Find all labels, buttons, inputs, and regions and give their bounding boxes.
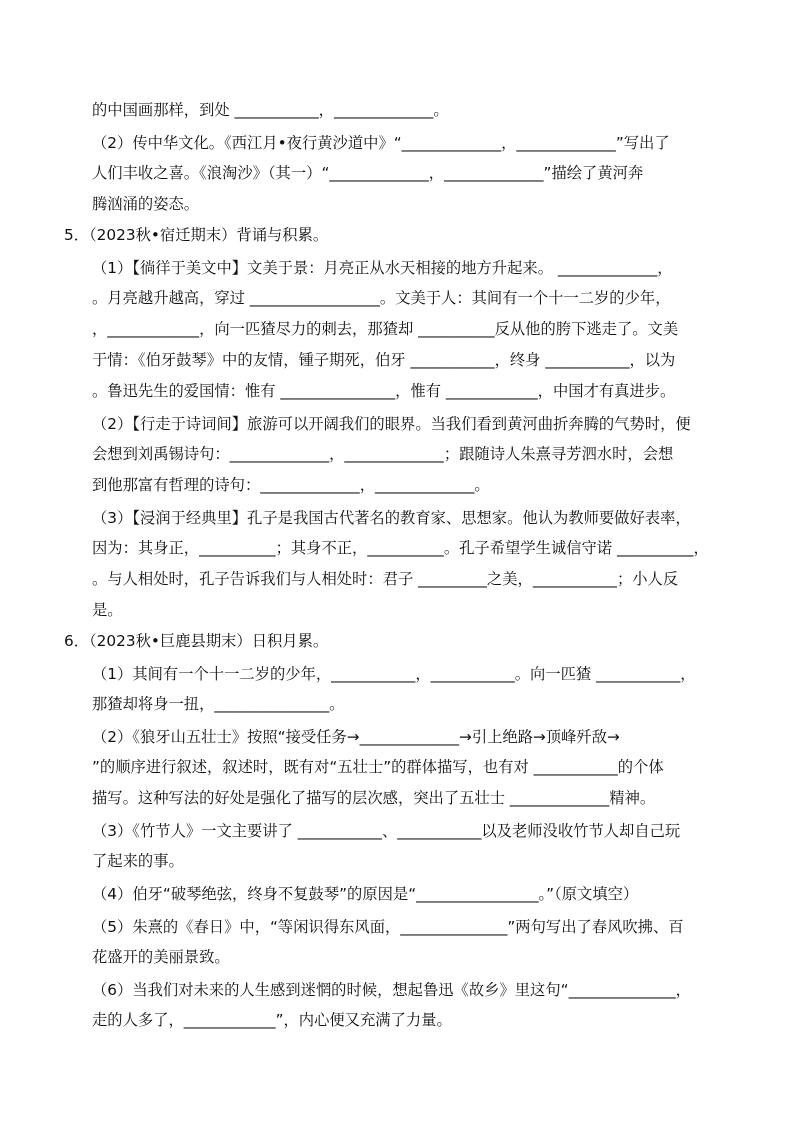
question-5-part-3-line-1: （3）【浸润于经典里】孔子是我国古代著名的教育家、思想家。他认为教师要做好表率， [92, 509, 691, 527]
question-5-heading: 5．（2023秋•宿迁期末）背诵与积累。 [64, 226, 329, 244]
question-5-part-2-line-2: 会想到刘禹锡诗句：_____________，_____________；跟随诗人朱熹寻芳泗水时，会想 [92, 445, 674, 463]
question-4-part-2-line-2: 人们丰收之喜。《浪淘沙》（其一）“_____________，_____________”描绘了黄河奔 [92, 164, 644, 182]
question-6-part-3-line-1: （3）《竹节人》一文主要讲了 ___________、___________以及老师没收竹节人却自己玩 [92, 822, 681, 840]
question-6-part-4: （4）伯牙“破琴绝弦，终身不复鼓琴”的原因是“________________。”（原文填空） [92, 885, 639, 903]
question-5-part-1-line-1: （1）【徜徉于美文中】文美于景：月亮正从水天相接的地方升起来。 _____________， [92, 259, 673, 277]
question-5-part-3-line-4: 是。 [92, 601, 123, 619]
question-5-part-3-line-2: 因为：其身正，__________；其身不正，__________。孔子希望学生诚信守诺 __________， [92, 539, 709, 557]
question-6-part-1-line-1: （1）其间有一个十一二岁的少年，___________，___________。向一匹猹 ___________， [92, 665, 696, 683]
question-6-part-3-line-2: 了起来的事。 [92, 852, 184, 870]
question-6-part-2-line-2: ”的顺序进行叙述，叙述时，既有对“五壮士”的群体描写，也有对 ___________的个体 [92, 758, 664, 776]
question-5-part-3-line-3: 。与人相处时，孔子告诉我们与人相处时：君子 _________之美，___________；小人反 [92, 570, 679, 588]
question-5-part-2-line-3: 到他那富有哲理的诗句：_____________，_____________。 [92, 476, 490, 494]
question-5-part-1-line-5: 。鲁迅先生的爱国情：惟有 _______________，惟有 ____________，中国才有真进步。 [92, 382, 676, 400]
question-6-part-5-line-2: 花盛开的美丽景致。 [92, 948, 230, 966]
question-5-part-1-line-2: 。月亮越升越高，穿过 _________________。文美于人：其间有一个十一二岁的少年， [92, 289, 671, 307]
question-6-part-6-line-2: 走的人多了，____________”，内心便又充满了力量。 [92, 1011, 452, 1029]
question-4-part-2-line-1: （2）传中华文化。《西江月•夜行黄沙道中》“_____________，_____________”写出了 [92, 134, 670, 152]
question-6-part-5-line-1: （5）朱熹的《春日》中，“等闲识得东风面，______________”两句写出了春风吹拂、百 [92, 918, 684, 936]
question-5-part-1-line-3: ，____________，向一匹猹尽力的刺去，那猹却 __________反从他的胯下逃走了。文美 [92, 320, 679, 338]
question-6-part-2-line-1: （2）《狼牙山五壮士》按照“接受任务→_____________→引上绝路→顶峰歼敌→ [92, 728, 620, 746]
question-6-part-6-line-1: （6）当我们对未来的人生感到迷惘的时候，想起鲁迅《故乡》里这句“______________， [92, 981, 691, 999]
question-5-part-1-line-4: 于情：《伯牙鼓琴》中的友情，锺子期死，伯牙 ___________，终身 ___________，以为 [92, 351, 676, 369]
question-6-heading: 6．（2023秋•巨鹿县期末）日积月累。 [64, 632, 329, 650]
question-6-part-1-line-2: 那猹却将身一扭，_______________。 [92, 695, 345, 713]
text-line-1: 的中国画那样，到处 ___________，_____________。 [92, 101, 449, 119]
question-4-part-2-line-3: 腾汹涌的姿态。 [92, 195, 200, 213]
question-6-part-2-line-3: 描写。这种写法的好处是强化了描写的层次感，突出了五壮士 _____________精神。 [92, 789, 656, 807]
question-5-part-2-line-1: （2）【行走于诗词间】旅游可以开阔我们的眼界。当我们看到黄河曲折奔腾的气势时，便 [92, 415, 691, 433]
